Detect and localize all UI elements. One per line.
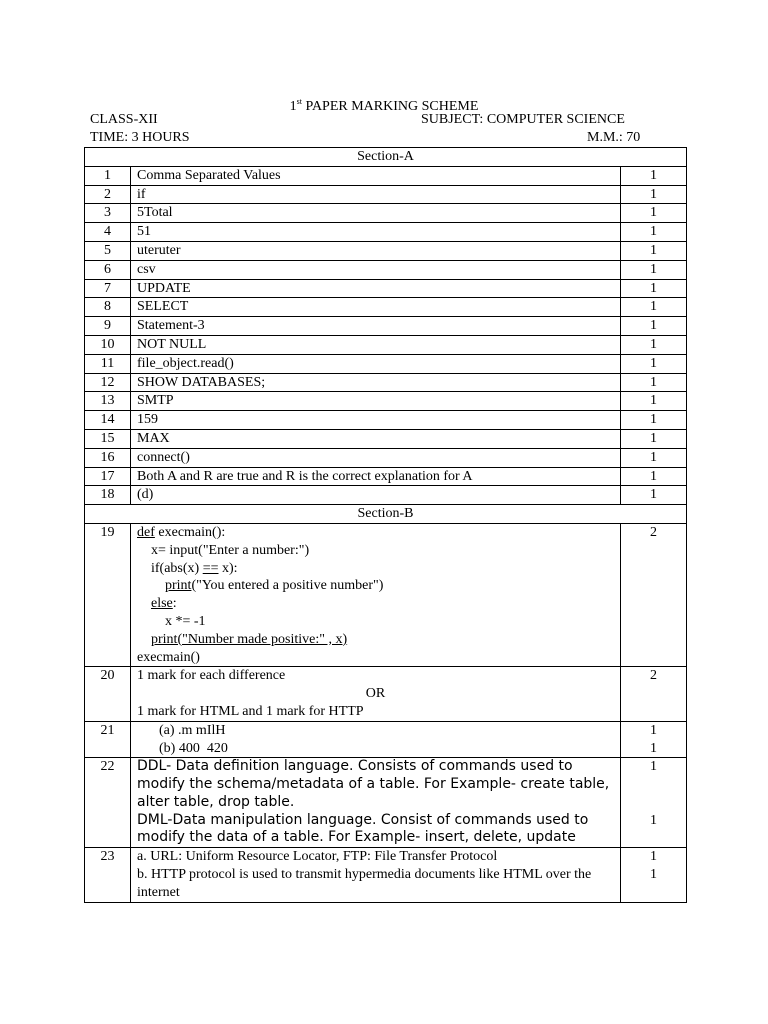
question-number: 7 <box>85 279 131 298</box>
section-b-body <box>85 505 687 903</box>
marks-cell: 1 <box>621 298 687 317</box>
table-row <box>85 335 687 354</box>
question-number: 12 <box>85 373 131 392</box>
table-row <box>85 467 687 486</box>
section-b-header-row <box>85 505 687 524</box>
answer-cell: Comma Separated Values <box>131 166 621 185</box>
marks-cell: 1 <box>621 223 687 242</box>
code-token: def <box>137 524 155 540</box>
answer-cell: 5Total <box>131 204 621 223</box>
code-token: execmain(): <box>154 524 226 540</box>
answer-cell: SELECT <box>131 298 621 317</box>
question-number: 11 <box>85 354 131 373</box>
table-row <box>85 166 687 185</box>
answer-cell: UPDATE <box>131 279 621 298</box>
answer-cell: Statement-3 <box>131 317 621 336</box>
question-number: 15 <box>85 429 131 448</box>
question-number: 17 <box>85 467 131 486</box>
time-label: TIME: 3 HOURS <box>90 130 190 145</box>
marks-cell: 1 <box>621 317 687 336</box>
marks-cell: 1 <box>621 486 687 505</box>
section-b-title: Section-B <box>85 505 687 524</box>
answer-line: a. URL: Uniform Resource Locator, FTP: File Transfer Protocol <box>137 849 498 865</box>
answer-cell: MAX <box>131 429 621 448</box>
answer-cell: 51 <box>131 223 621 242</box>
answer-cell: Both A and R are true and R is the correct explanation for A <box>131 467 621 486</box>
code-token: print <box>165 578 192 594</box>
marks-spacer <box>627 776 680 812</box>
marking-scheme-table <box>84 147 687 903</box>
table-row <box>85 260 687 279</box>
answer-cell: SMTP <box>131 392 621 411</box>
code-line: x= input("Enter a number:") <box>137 542 310 558</box>
answer-cell: uteruter <box>131 241 621 260</box>
marks-cell: 1 <box>621 429 687 448</box>
code-token: print("Number made positive:" , x) <box>151 631 348 647</box>
marks-cell: 1 <box>621 204 687 223</box>
question-number: 16 <box>85 448 131 467</box>
question-number: 23 <box>85 848 131 902</box>
marks-value: 1 <box>650 759 657 775</box>
marks-cell: 1 <box>621 448 687 467</box>
max-marks-label: M.M.: 70 <box>587 130 641 145</box>
marks-cell: 1 <box>621 335 687 354</box>
code-token: == <box>202 560 219 576</box>
marks-value: 1 <box>650 722 657 738</box>
marks-cell: 1 <box>621 279 687 298</box>
question-row-19 <box>85 523 687 666</box>
marks-cell: 1 <box>621 392 687 411</box>
table-row <box>85 279 687 298</box>
question-number: 18 <box>85 486 131 505</box>
code-token: if(abs(x) <box>137 560 203 576</box>
answer-line: b. HTTP protocol is used to transmit hypermedia documents like HTML over the internet <box>137 867 592 900</box>
subject-label: SUBJECT: COMPUTER SCIENCE <box>421 112 625 127</box>
question-row-20 <box>85 667 687 721</box>
marks-cell <box>621 758 687 848</box>
question-number: 5 <box>85 241 131 260</box>
table-row <box>85 448 687 467</box>
table-row <box>85 298 687 317</box>
question-number: 3 <box>85 204 131 223</box>
marks-value: 1 <box>650 867 657 883</box>
marks-cell: 1 <box>621 411 687 430</box>
answer-line: 1 mark for each difference <box>137 668 286 684</box>
code-token: else <box>151 596 173 612</box>
question-number: 14 <box>85 411 131 430</box>
table-row <box>85 429 687 448</box>
question-number: 9 <box>85 317 131 336</box>
question-row-21 <box>85 721 687 758</box>
ddl-answer: DDL- Data definition language. Consists of commands used to modify the schema/metadata of a table. For Example- create table, alter table, drop table. <box>137 758 610 810</box>
marks-cell: 1 <box>621 166 687 185</box>
question-number: 22 <box>85 758 131 848</box>
table-row <box>85 317 687 336</box>
marks-cell: 1 <box>621 241 687 260</box>
marks-cell: 2 <box>621 523 687 666</box>
question-number: 10 <box>85 335 131 354</box>
title-text: PAPER MARKING SCHEME <box>301 99 479 114</box>
table-row <box>85 354 687 373</box>
table-row <box>85 486 687 505</box>
code-token: : <box>172 596 177 612</box>
question-number: 20 <box>85 667 131 721</box>
question-number: 6 <box>85 260 131 279</box>
code-line: execmain() <box>137 649 200 665</box>
code-token: ("You entered a positive number") <box>191 578 384 594</box>
answer-cell: (d) <box>131 486 621 505</box>
table-row <box>85 241 687 260</box>
answer-cell: NOT NULL <box>131 335 621 354</box>
code-line: x *= -1 <box>137 613 206 629</box>
marks-cell: 1 <box>621 467 687 486</box>
marks-value: 1 <box>650 849 657 865</box>
question-number: 1 <box>85 166 131 185</box>
answer-cell: if <box>131 185 621 204</box>
answer-cell <box>131 758 621 848</box>
code-token <box>137 596 151 611</box>
answer-cell <box>131 667 621 721</box>
answer-cell: file_object.read() <box>131 354 621 373</box>
section-a-title: Section-A <box>85 148 687 167</box>
answer-cell: 159 <box>131 411 621 430</box>
answer-line: (b) 400 420 <box>159 740 228 756</box>
table-row <box>85 223 687 242</box>
section-a-header-row <box>85 148 687 167</box>
code-token: x): <box>218 560 238 576</box>
question-number: 4 <box>85 223 131 242</box>
marks-cell: 2 <box>621 667 687 721</box>
marks-cell <box>621 721 687 758</box>
table-row <box>85 411 687 430</box>
question-row-22 <box>85 758 687 848</box>
question-number: 13 <box>85 392 131 411</box>
title-number: 1 <box>289 99 297 114</box>
table-row <box>85 185 687 204</box>
marks-value: 1 <box>650 740 657 756</box>
section-a-body <box>85 148 687 505</box>
code-token <box>137 632 151 647</box>
answer-line: 1 mark for HTML and 1 mark for HTTP <box>137 703 364 719</box>
question-number: 21 <box>85 721 131 758</box>
answer-cell: SHOW DATABASES; <box>131 373 621 392</box>
answer-cell <box>131 848 621 902</box>
table-row <box>85 392 687 411</box>
marks-cell: 1 <box>621 185 687 204</box>
answer-cell <box>131 721 621 758</box>
title-superscript: st <box>296 97 302 106</box>
table-row <box>85 373 687 392</box>
question-row-23 <box>85 848 687 902</box>
marks-cell <box>621 848 687 902</box>
or-separator: OR <box>365 686 386 702</box>
answer-cell: connect() <box>131 448 621 467</box>
table-row <box>85 204 687 223</box>
answer-line: (a) .m mIlH <box>159 722 226 738</box>
answer-cell: csv <box>131 260 621 279</box>
class-label: CLASS-XII <box>90 112 158 127</box>
marks-cell: 1 <box>621 260 687 279</box>
marks-value: 1 <box>650 813 657 829</box>
question-number: 19 <box>85 523 131 666</box>
code-token <box>137 578 165 593</box>
marks-cell: 1 <box>621 354 687 373</box>
answer-code-block <box>131 523 621 666</box>
question-number: 2 <box>85 185 131 204</box>
dml-answer: DML-Data manipulation language. Consist of commands used to modify the data of a table. For Example- insert, delete, update <box>137 811 589 846</box>
marks-cell: 1 <box>621 373 687 392</box>
question-number: 8 <box>85 298 131 317</box>
